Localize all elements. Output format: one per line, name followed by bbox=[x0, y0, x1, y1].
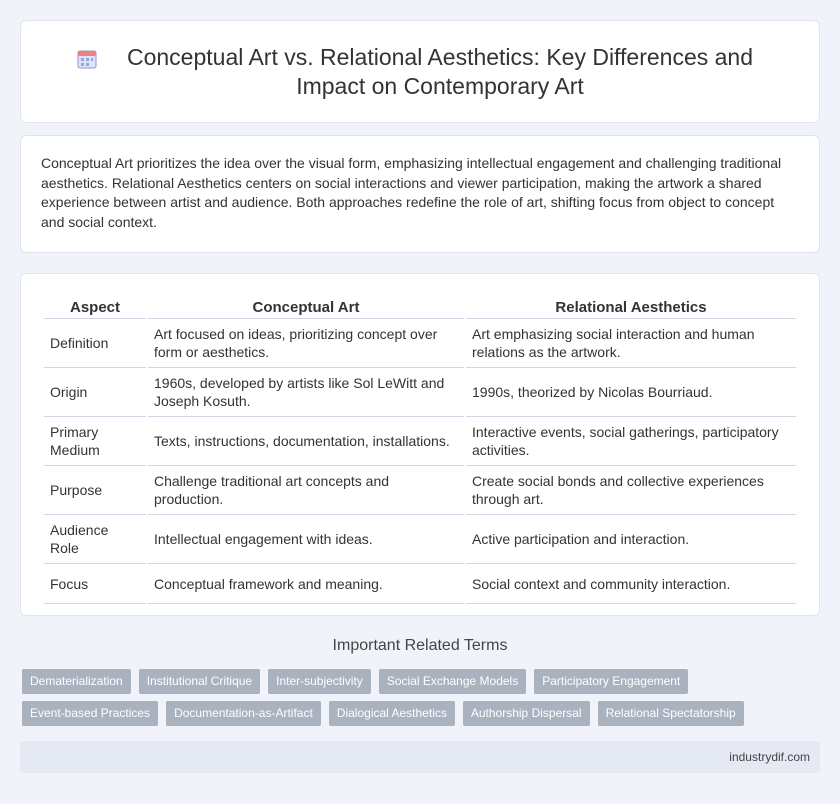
comparison-card bbox=[20, 273, 820, 616]
relational-cell: 1990s, theorized by Nicolas Bourriaud. bbox=[466, 368, 796, 417]
tag[interactable]: Authorship Dispersal bbox=[463, 701, 590, 726]
relational-cell: Create social bonds and collective experiences through art. bbox=[466, 466, 796, 515]
table-row bbox=[44, 368, 796, 417]
conceptual-cell: Challenge traditional art concepts and production. bbox=[148, 466, 464, 515]
related-terms bbox=[22, 669, 822, 733]
conceptual-cell: Texts, instructions, documentation, installations. bbox=[148, 417, 464, 466]
conceptual-cell: Intellectual engagement with ideas. bbox=[148, 515, 464, 564]
header-conceptual-art: Conceptual Art bbox=[148, 294, 464, 319]
header-relational-aesthetics: Relational Aesthetics bbox=[466, 294, 796, 319]
conceptual-cell: 1960s, developed by artists like Sol LeWitt and Joseph Kosuth. bbox=[148, 368, 464, 417]
relational-cell: Active participation and interaction. bbox=[466, 515, 796, 564]
table-row bbox=[44, 564, 796, 604]
footer-site[interactable]: industrydif.com bbox=[729, 750, 810, 764]
table-row bbox=[44, 466, 796, 515]
tag-row bbox=[22, 669, 822, 694]
title-card bbox=[20, 20, 820, 123]
header-aspect: Aspect bbox=[44, 294, 146, 319]
table-row bbox=[44, 515, 796, 564]
aspect-cell: Focus bbox=[44, 564, 146, 604]
aspect-cell: Purpose bbox=[44, 466, 146, 515]
aspect-cell: Origin bbox=[44, 368, 146, 417]
tag[interactable]: Inter-subjectivity bbox=[268, 669, 371, 694]
conceptual-cell: Conceptual framework and meaning. bbox=[148, 564, 464, 604]
intro-text: Conceptual Art prioritizes the idea over the visual form, emphasizing intellectual engagement and challenging traditional aesthetics. Relational Aesthetics centers on social interactions and viewer participation, making the artwork a shared experience between artist and audience. Both approaches redefine the role of art, shifting focus from object to concept and social context. bbox=[41, 155, 782, 230]
relational-cell: Interactive events, social gatherings, participatory activities. bbox=[466, 417, 796, 466]
comparison-table bbox=[42, 294, 798, 604]
intro-card bbox=[20, 135, 820, 253]
tag[interactable]: Event-based Practices bbox=[22, 701, 158, 726]
tag[interactable]: Institutional Critique bbox=[139, 669, 260, 694]
relational-cell: Art emphasizing social interaction and human relations as the artwork. bbox=[466, 319, 796, 368]
relational-cell: Social context and community interaction. bbox=[466, 564, 796, 604]
tag[interactable]: Dematerialization bbox=[22, 669, 131, 694]
aspect-cell: Definition bbox=[44, 319, 146, 368]
aspect-cell: Primary Medium bbox=[44, 417, 146, 466]
table-row bbox=[44, 319, 796, 368]
table-row bbox=[44, 417, 796, 466]
tag[interactable]: Dialogical Aesthetics bbox=[329, 701, 455, 726]
conceptual-cell: Art focused on ideas, prioritizing concept over form or aesthetics. bbox=[148, 319, 464, 368]
tag[interactable]: Relational Spectatorship bbox=[598, 701, 744, 726]
tag[interactable]: Social Exchange Models bbox=[379, 669, 526, 694]
tag-row bbox=[22, 701, 822, 726]
related-terms-heading: Important Related Terms bbox=[332, 637, 508, 654]
aspect-cell: Audience Role bbox=[44, 515, 146, 564]
tag[interactable]: Participatory Engagement bbox=[534, 669, 688, 694]
page-title: Conceptual Art vs. Relational Aesthetics: Key Differences and Impact on Contemporary Art bbox=[126, 44, 754, 99]
footer bbox=[20, 741, 820, 773]
tag[interactable]: Documentation-as-Artifact bbox=[166, 701, 321, 726]
